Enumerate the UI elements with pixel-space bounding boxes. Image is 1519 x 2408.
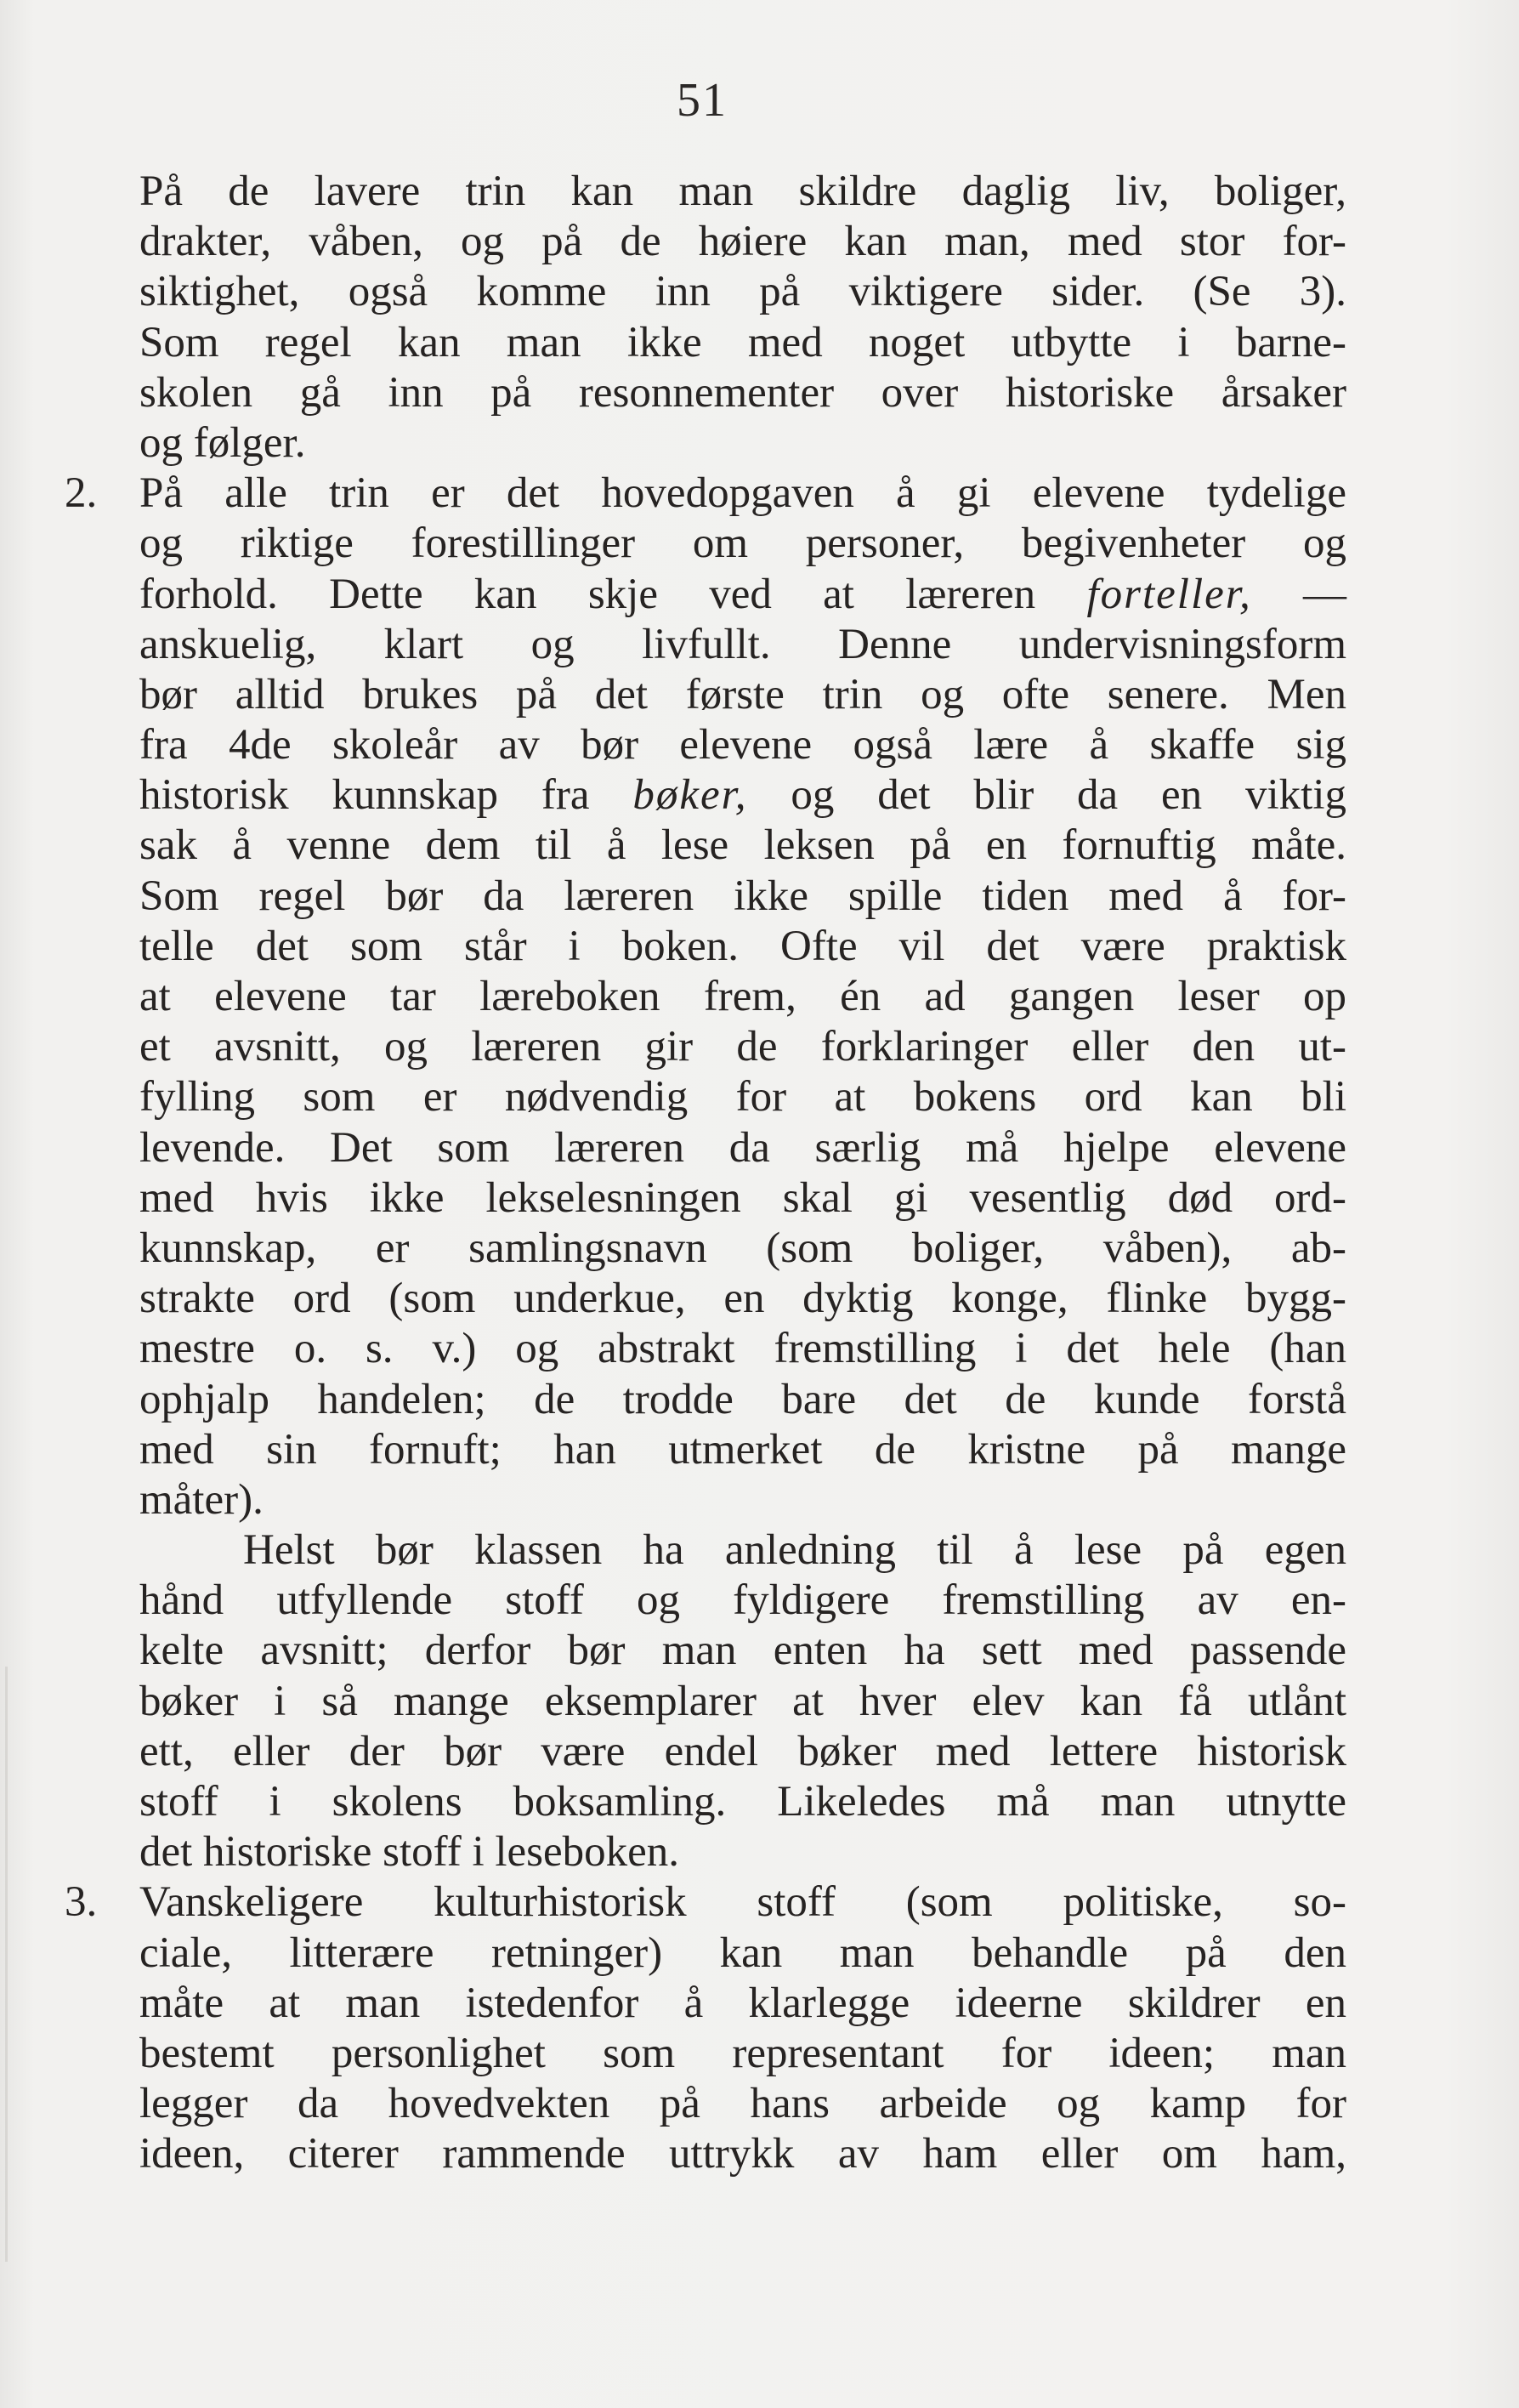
text-line: 3. Vanskeligere kulturhistorisk stoff (som politiske, so- xyxy=(139,1877,1346,1928)
text-line: ciale, litterære retninger) kan man behandle på den xyxy=(139,1928,1346,1977)
text-line: bør alltid brukes på det første trin og ofte senere. Men xyxy=(139,670,1346,718)
text-line: telle det som står i boken. Ofte vil det være praktisk xyxy=(139,922,1346,970)
text-line: siktighet, også komme inn på viktigere sider. (Se 3). xyxy=(139,268,1346,316)
text-line: med sin fornuft; han utmerket de kristne på mange xyxy=(139,1425,1346,1474)
page-number: 51 xyxy=(677,74,728,127)
text-line: ideen, citerer rammende uttrykk av ham eller om ham, xyxy=(139,2130,1346,2178)
text-line: drakter, våben, og på de høiere kan man, med stor for- xyxy=(139,218,1346,266)
item-number: 3. xyxy=(65,1878,98,1927)
emphasis: bøker, xyxy=(632,771,748,820)
body-text xyxy=(65,167,1347,2180)
text-line: kunnskap, er samlingsnavn (som boliger, våben), ab- xyxy=(139,1224,1346,1272)
text-line: sak å venne dem til å lese leksen på en fornuftig måte. xyxy=(139,821,1346,870)
text-line: levende. Det som læreren da særlig må hjelpe elevene xyxy=(139,1123,1346,1172)
text-line: stoff i skolens boksamling. Likeledes må man utnytte xyxy=(139,1778,1346,1826)
text-line: Som regel bør da læreren ikke spille tiden med å for- xyxy=(139,872,1346,920)
text-line: bøker i så mange eksemplarer at hver elev kan få utlånt xyxy=(139,1677,1346,1725)
text-line: strakte ord (som underkue, en dyktig konge, flinke bygg- xyxy=(139,1275,1346,1323)
text-line: Som regel kan man ikke med noget utbytte i barne- xyxy=(139,318,1346,366)
text-line: skolen gå inn på resonnementer over historiske årsaker xyxy=(139,368,1346,417)
item-number: 2. xyxy=(65,469,98,518)
binding-edge xyxy=(5,1667,8,2262)
text-line: legger da hovedvekten på hans arbeide og kamp for xyxy=(139,2080,1346,2128)
text-line: forhold. Dette kan skje ved at læreren forteller, — xyxy=(139,570,1347,618)
text-line: bestemt personlighet som representant for ideen; man xyxy=(139,2029,1346,2077)
text-line: fylling som er nødvendig for at bokens ord kan bli xyxy=(139,1073,1346,1122)
text-line: ett, eller der bør være endel bøker med lettere historisk xyxy=(139,1727,1346,1775)
text-line: det historiske stoff i leseboken. xyxy=(139,1828,680,1877)
text-line: og følger. xyxy=(139,418,306,467)
text-line: fra 4de skoleår av bør elevene også lære å skaffe sig xyxy=(139,721,1346,770)
text-line: mestre o. s. v.) og abstrakt fremstilling i det hele (han xyxy=(139,1325,1346,1373)
text-line: et avsnitt, og læreren gir de forklaringer eller den ut- xyxy=(139,1023,1346,1071)
text-line: På de lavere trin kan man skildre daglig liv, boliger, xyxy=(139,168,1346,215)
text-line: 2. På alle trin er det hovedopgaven å gi elevene tydelige xyxy=(139,469,1346,519)
text-line: måte at man istedenfor å klarlegge ideerne skildrer en xyxy=(139,1979,1346,2027)
text-line: og riktige forestillinger om personer, begivenheter og xyxy=(139,520,1346,568)
text-line: kelte avsnitt; derfor bør man enten ha sett med passende xyxy=(139,1627,1346,1675)
text-line: historisk kunnskap fra bøker, og det blir da en viktig xyxy=(139,771,1346,820)
text-line: at elevene tar læreboken frem, én ad gangen leser op xyxy=(139,973,1346,1020)
text-line: med hvis ikke lekselesningen skal gi vesentlig død ord- xyxy=(139,1173,1346,1222)
text-line: Helst bør klassen ha anledning til å lese på egen xyxy=(243,1526,1346,1575)
text-line: hånd utfyllende stoff og fyldigere fremstilling av en- xyxy=(139,1576,1346,1625)
emphasis: forteller, xyxy=(1086,570,1252,618)
text-line: anskuelig, klart og livfullt. Denne undervisningsform xyxy=(139,620,1346,668)
text-line: ophjalp handelen; de trodde bare det de kunde forstå xyxy=(139,1375,1346,1423)
text-line: måter). xyxy=(139,1475,264,1524)
